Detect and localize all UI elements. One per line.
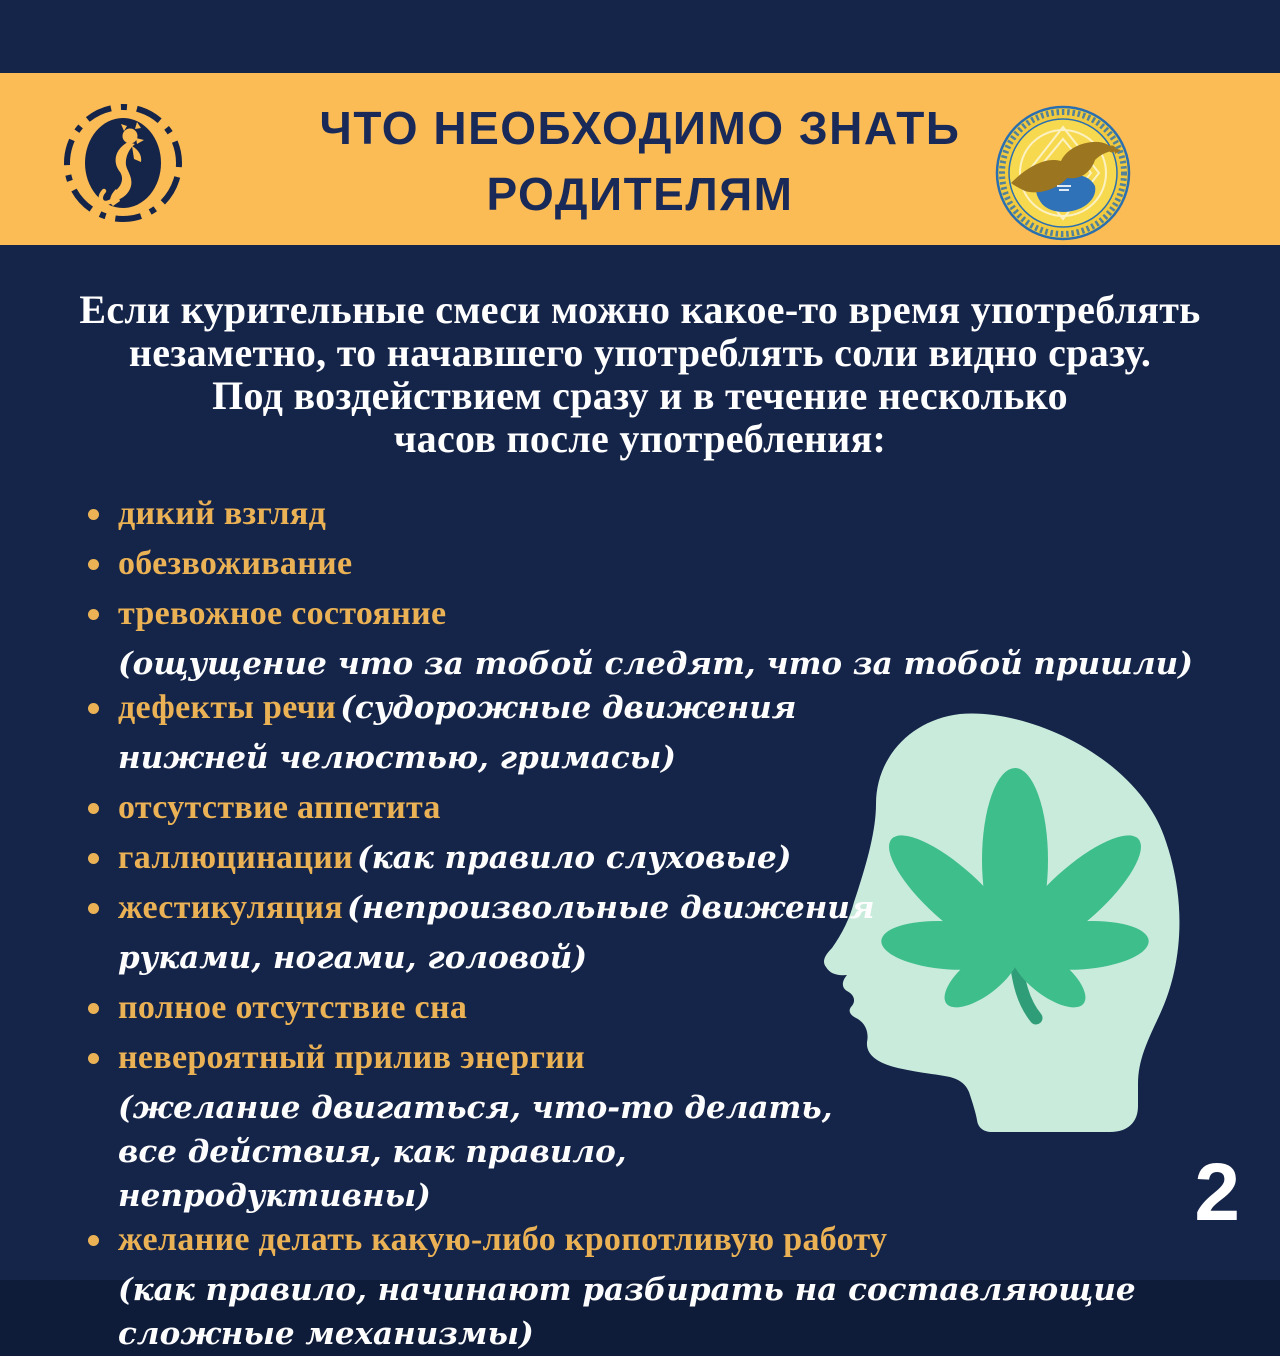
symptom-term: полное отсутствие сна <box>118 989 468 1026</box>
symptom-term: обезвоживание <box>118 545 353 582</box>
eagle-map-icon <box>995 105 1131 241</box>
symptom-term: дефекты речи <box>118 689 337 726</box>
leopard-emblem-logo <box>58 98 188 228</box>
intro-paragraph <box>30 288 1250 460</box>
symptom-term: желание делать какую-либо кропотливую работу <box>118 1221 888 1258</box>
leopard-icon <box>58 98 188 228</box>
header-band <box>0 73 1280 245</box>
symptom-description: (как правило, начинают разбирать на составляющие сложные механизмы) <box>118 1272 1136 1352</box>
symptom-description: (судорожные движения нижней челюстью, гримасы) <box>118 690 797 776</box>
symptom-term: невероятный прилив энергии <box>118 1039 586 1076</box>
list-item <box>72 886 888 986</box>
symptom-description: (как правило слуховые) <box>357 840 792 876</box>
list-item <box>72 686 948 786</box>
list-item <box>72 592 1242 686</box>
intro-line: Под воздействием сразу и в течение несколько <box>212 373 1068 418</box>
intro-line: часов после употребления: <box>393 416 887 461</box>
intro-line: Если курительные смеси можно какое-то время употреблять <box>79 287 1201 332</box>
symptom-description: (ощущение что за тобой следят, что за тобой пришли) <box>118 646 1193 682</box>
symptom-term: жестикуляция <box>118 889 343 926</box>
symptom-term: дикий взгляд <box>118 495 327 532</box>
list-item <box>72 786 1242 836</box>
page-title-line2: РОДИТЕЛЯМ <box>486 168 794 220</box>
symptom-term: тревожное состояние <box>118 595 447 632</box>
symptom-term: галлюцинации <box>118 839 354 876</box>
list-item <box>72 836 1242 886</box>
symptom-term: отсутствие аппетита <box>118 789 441 826</box>
list-item <box>72 1036 1242 1218</box>
list-item <box>72 542 1242 592</box>
page-title-line1: ЧТО НЕОБХОДИМО ЗНАТЬ <box>319 102 961 154</box>
list-item <box>72 492 1242 542</box>
page-number: 2 <box>1194 1147 1240 1238</box>
symptoms-list <box>72 492 1242 1356</box>
symptom-description: (непроизвольные движения руками, ногами, головой) <box>118 890 875 976</box>
page-title <box>230 95 1050 227</box>
eagle-emblem-logo <box>995 105 1131 241</box>
list-item <box>72 1218 1242 1356</box>
list-item <box>72 986 1242 1036</box>
intro-line: незаметно, то начавшего употреблять соли видно сразу. <box>128 330 1152 375</box>
symptom-description: (желание двигаться, что-то делать, все действия, как правило, непродуктивны) <box>118 1090 833 1214</box>
